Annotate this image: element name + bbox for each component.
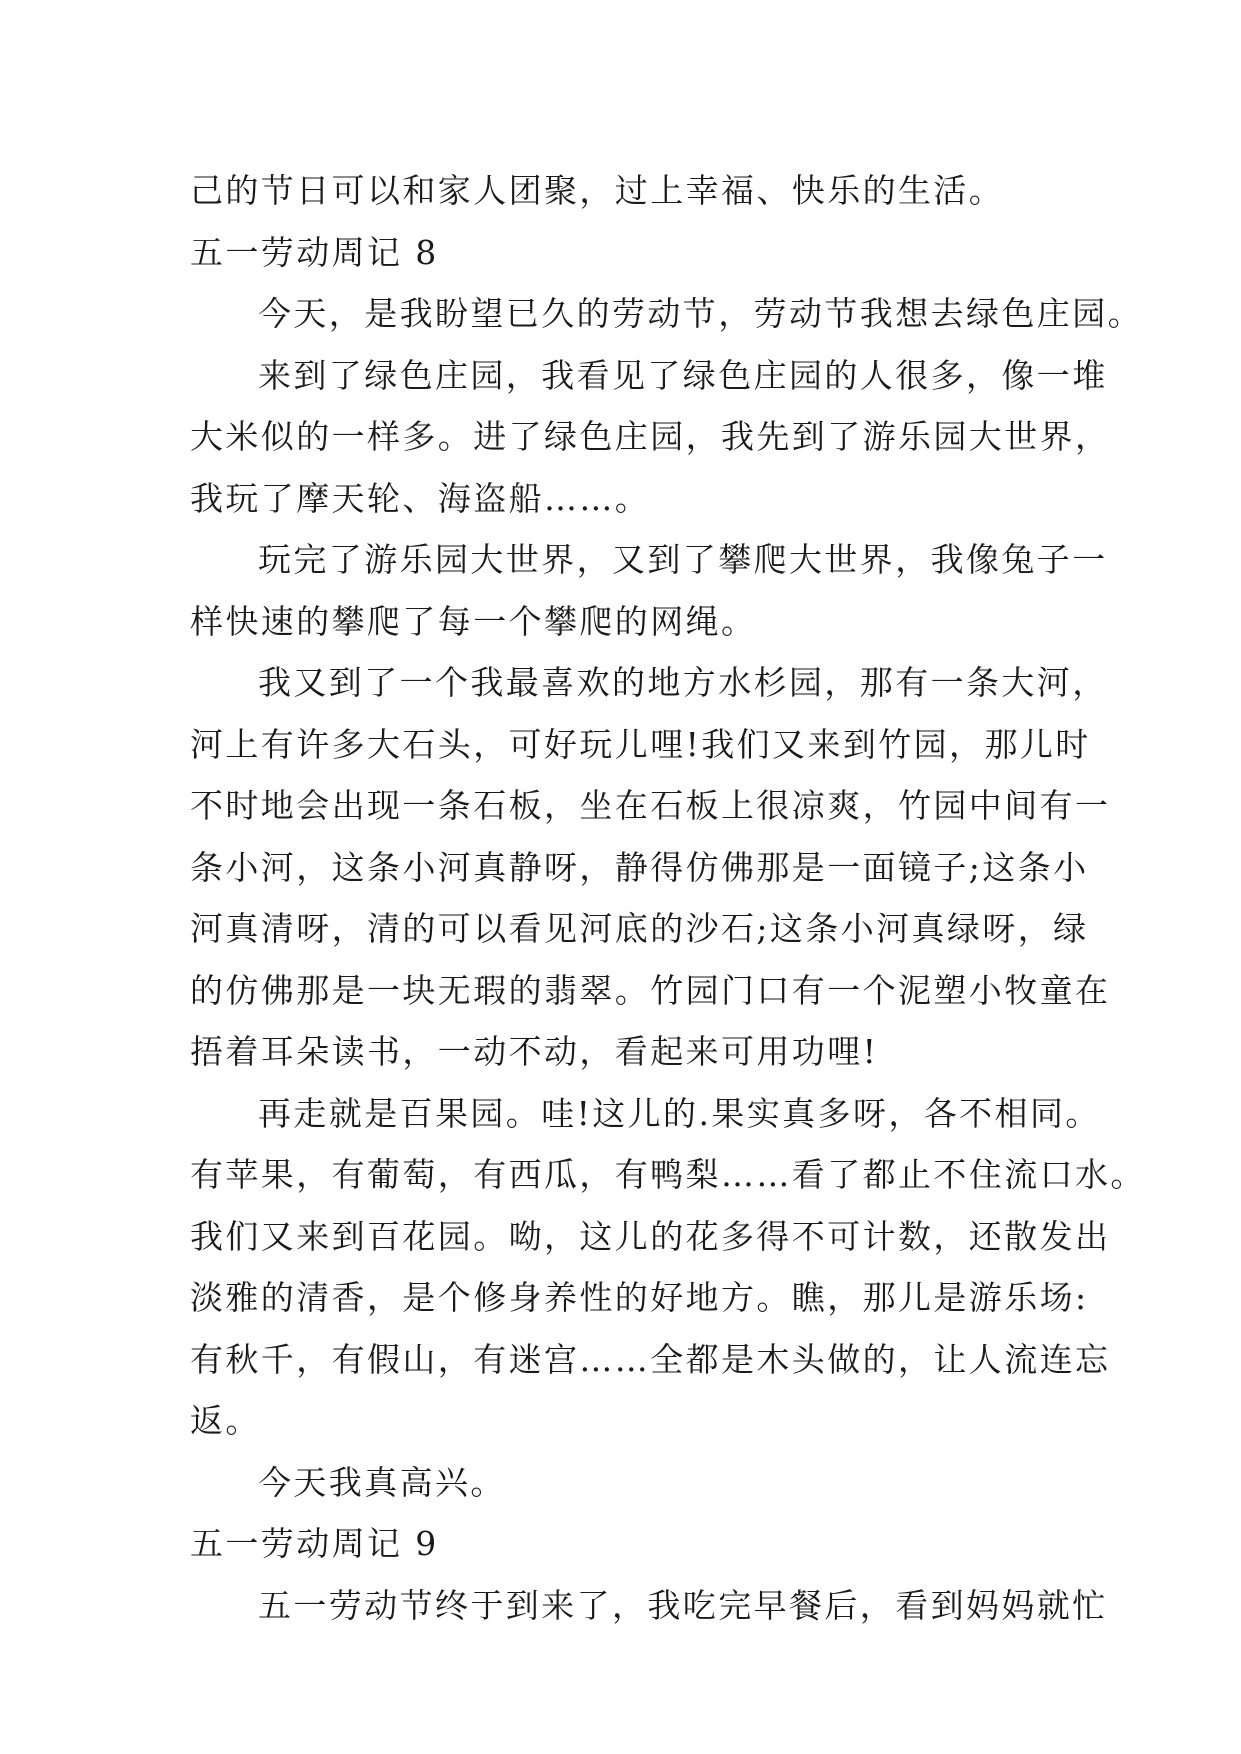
text-line: 不时地会出现一条石板，坐在石板上很凉爽，竹园中间有一 [190,786,1111,825]
text-line: 河真清呀，清的可以看见河底的沙石;这条小河真绿呀，绿 [190,909,1089,948]
text-line: 的仿佛那是一块无瑕的翡翠。竹园门口有一个泥塑小牧童在 [190,970,1111,1010]
text-line: 捂着耳朵读书，一动不动，看起来可用功哩! [190,1032,879,1071]
text-line: 样快速的攀爬了每一个攀爬的网绳。 [190,601,757,641]
text-line: 今天，是我盼望已久的劳动节，劳动节我想去绿色庄园。 [258,294,1143,333]
text-line: 玩完了游乐园大世界，又到了攀爬大世界，我像兔子一 [258,540,1108,579]
text-line: 淡雅的清香，是个修身养性的好地方。瞧，那儿是游乐场: [190,1278,1089,1317]
text-line: 条小河，这条小河真静呀，静得仿佛那是一面镜子;这条小 [190,847,1089,887]
text-line: 我们又来到百花园。呦，这儿的花多得不可计数，还散发出 [190,1216,1111,1256]
text-line: 我玩了摩天轮、海盗船……。 [190,478,651,518]
text-line: 五一劳动节终于到来了，我吃完早餐后，看到妈妈就忙 [258,1585,1108,1625]
text-line: 今天我真高兴。 [258,1462,506,1502]
section-heading: 五一劳动周记 9 [190,1524,439,1563]
text-line: 有苹果，有葡萄，有西瓜，有鸭梨……看了都止不住流口水。 [190,1155,1146,1194]
text-line: 己的节日可以和家人团聚，过上幸福、快乐的生活。 [190,171,1005,210]
text-line: 来到了绿色庄园，我看见了绿色庄园的人很多，像一堆 [258,355,1108,395]
text-line: 返。 [190,1401,261,1440]
text-line: 有秋千，有假山，有迷宫……全都是木头做的，让人流连忘 [190,1339,1111,1379]
text-line: 我又到了一个我最喜欢的地方水杉园，那有一条大河， [258,663,1108,702]
text-line: 河上有许多大石头，可好玩儿哩!我们又来到竹园，那儿时 [190,724,1091,764]
section-heading: 五一劳动周记 8 [190,232,439,272]
document-body [190,160,1146,1636]
text-line: 再走就是百果园。哇!这儿的.果实真多呀，各不相同。 [258,1093,1101,1133]
text-line: 大米似的一样多。进了绿色庄园，我先到了游乐园大世界， [190,417,1111,456]
